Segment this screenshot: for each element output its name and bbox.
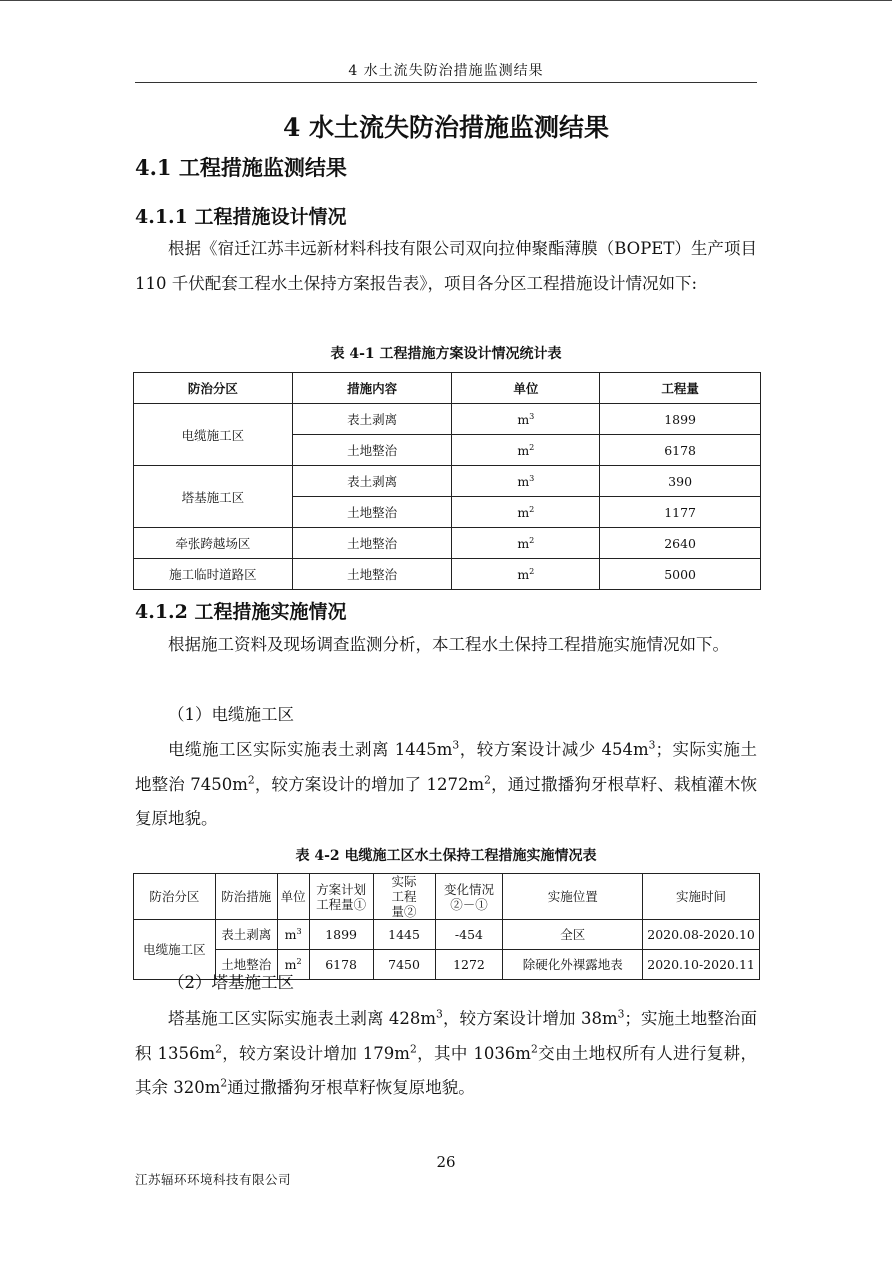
- subheading-tower-area: （2）塔基施工区: [168, 973, 294, 992]
- chapter-title: 4 水土流失防治措施监测结果: [282, 113, 610, 142]
- table2-header-plan: 方案计划工程量①: [309, 874, 373, 920]
- text-run: ，较方案设计增加 179m: [221, 1043, 410, 1063]
- unit-exponent: 3: [452, 738, 460, 752]
- table2-header-measure: 防治措施: [215, 874, 277, 920]
- text-run: 交由土地权所有人进行复耕，其余 320m: [135, 1043, 757, 1097]
- text-run: ，其中 1036m: [416, 1043, 531, 1063]
- table2-header-time: 实施时间: [643, 874, 760, 920]
- measure-cell: 土地整治: [215, 950, 277, 980]
- text-run: ，较方案设计增加 38m: [442, 1009, 618, 1028]
- unit-base: m: [517, 442, 530, 458]
- table1-header-zone: 防治分区: [134, 373, 293, 404]
- unit-cell: [452, 528, 600, 559]
- unit-exponent: 2: [484, 773, 491, 787]
- quantity-cell: 390: [600, 466, 761, 497]
- unit-exponent: 2: [529, 534, 535, 545]
- text-run: ；实际实施土地整治 7450m: [135, 740, 757, 794]
- unit-base: m: [517, 504, 530, 520]
- unit-cell: [452, 497, 600, 528]
- measure-cell: 表土剥离: [215, 920, 277, 950]
- table2-header-actual: 实际工程量②: [373, 874, 435, 920]
- table-row: [134, 559, 761, 590]
- table1-header-quantity: 工程量: [600, 373, 761, 404]
- table2-header-unit: 单位: [277, 874, 309, 920]
- unit-exponent: 3: [436, 1007, 443, 1021]
- table-row: [134, 466, 761, 497]
- section-heading-4-1-1: 4.1.1 工程措施设计情况: [135, 206, 347, 228]
- table2-header-change: 变化情况②－①: [435, 874, 503, 920]
- running-header: 4 水土流失防治措施监测结果: [348, 63, 544, 79]
- unit-cell: [277, 920, 309, 950]
- plan-cell: 6178: [309, 950, 373, 980]
- table-row: [134, 920, 760, 950]
- text-run: ，通过撒播狗牙根草籽、栽植灌木恢复原地貌。: [135, 774, 757, 828]
- measure-cell: 表土剥离: [292, 466, 452, 497]
- quantity-cell: 6178: [600, 435, 761, 466]
- unit-exponent: 2: [529, 441, 535, 452]
- unit-exponent: 2: [220, 1076, 228, 1090]
- subheading-cable-area: （1）电缆施工区: [168, 705, 294, 724]
- table-row: [134, 404, 761, 435]
- footer-company: 江苏辐环环境科技有限公司: [135, 1172, 292, 1187]
- measure-cell: 表土剥离: [292, 404, 452, 435]
- text-run: ，较方案设计的增加了 1272m: [254, 774, 485, 794]
- unit-base: m: [517, 473, 530, 489]
- change-cell: 1272: [435, 950, 503, 980]
- unit-cell: [452, 404, 600, 435]
- text-run: ；实施土地整治面积 1356m: [135, 1009, 758, 1063]
- paragraph-design: 根据《宿迁江苏丰远新材料科技有限公司双向拉伸聚酯薄膜（BOPET）生产项目 110 千伏配套工程水土保持方案报告表》，项目各分区工程措施设计情况如下:: [135, 239, 757, 293]
- zone-cell: 施工临时道路区: [134, 559, 293, 590]
- unit-base: m: [284, 927, 297, 942]
- paragraph-cable-area: [135, 733, 757, 837]
- table-cable-implementation: [133, 873, 760, 980]
- quantity-cell: 1899: [600, 404, 761, 435]
- measure-cell: 土地整治: [292, 497, 452, 528]
- section-heading-4-1: 4.1 工程措施监测结果: [135, 155, 347, 180]
- table1-header-unit: 单位: [452, 373, 600, 404]
- top-border: [0, 0, 892, 1]
- plan-cell: 1899: [309, 920, 373, 950]
- unit-exponent: 2: [409, 1042, 417, 1056]
- time-cell: 2020.08-2020.10: [643, 920, 760, 950]
- location-cell: 除硬化外裸露地表: [503, 950, 643, 980]
- measure-cell: 土地整治: [292, 559, 452, 590]
- unit-exponent: 3: [529, 410, 535, 421]
- paragraph-tower-area: [135, 1002, 757, 1106]
- unit-cell: [452, 435, 600, 466]
- table1-caption: 表 4-1 工程措施方案设计情况统计表: [330, 346, 562, 362]
- table2-caption: 表 4-2 电缆施工区水土保持工程措施实施情况表: [295, 848, 597, 864]
- text-run: 塔基施工区实际实施表土剥离 428m: [168, 1009, 437, 1028]
- location-cell: 全区: [503, 920, 643, 950]
- actual-cell: 1445: [373, 920, 435, 950]
- unit-exponent: 3: [296, 926, 302, 937]
- table-header-row: [134, 874, 760, 920]
- zone-cell: 牵张跨越场区: [134, 528, 293, 559]
- table1-header-measure: 措施内容: [292, 373, 452, 404]
- quantity-cell: 1177: [600, 497, 761, 528]
- paragraph-implementation: 根据施工资料及现场调查监测分析，本工程水土保持工程措施实施情况如下。: [168, 635, 729, 654]
- table-row: [134, 528, 761, 559]
- unit-cell: [452, 466, 600, 497]
- zone-cell: 电缆施工区: [134, 920, 216, 980]
- measure-cell: 土地整治: [292, 435, 452, 466]
- unit-cell: [452, 559, 600, 590]
- unit-exponent: 2: [215, 1042, 222, 1056]
- unit-base: m: [517, 535, 530, 551]
- table2-header-location: 实施位置: [503, 874, 643, 920]
- header-rule: [135, 82, 757, 83]
- table2-header-zone: 防治分区: [134, 874, 216, 920]
- text-run: 电缆施工区实际实施表土剥离 1445m: [168, 740, 453, 759]
- unit-base: m: [284, 957, 297, 972]
- time-cell: 2020.10-2020.11: [643, 950, 760, 980]
- unit-exponent: 2: [530, 1042, 538, 1056]
- unit-base: m: [517, 566, 530, 582]
- quantity-cell: 5000: [600, 559, 761, 590]
- text-run: 通过撒播狗牙根草籽恢复原地貌。: [227, 1078, 475, 1097]
- page-number: 26: [436, 1153, 456, 1171]
- unit-exponent: 2: [296, 956, 302, 967]
- unit-exponent: 3: [648, 738, 656, 752]
- measure-cell: 土地整治: [292, 528, 452, 559]
- table-design-measures: [133, 372, 761, 590]
- unit-exponent: 2: [529, 565, 535, 576]
- unit-exponent: 3: [617, 1007, 625, 1021]
- text-run: ，较方案设计减少 454m: [459, 740, 649, 759]
- zone-cell: 塔基施工区: [134, 466, 293, 528]
- unit-exponent: 2: [247, 773, 255, 787]
- change-cell: -454: [435, 920, 503, 950]
- unit-base: m: [517, 411, 530, 427]
- unit-exponent: 2: [529, 503, 535, 514]
- quantity-cell: 2640: [600, 528, 761, 559]
- section-heading-4-1-2: 4.1.2 工程措施实施情况: [135, 601, 347, 623]
- actual-cell: 7450: [373, 950, 435, 980]
- zone-cell: 电缆施工区: [134, 404, 293, 466]
- unit-exponent: 3: [529, 472, 535, 483]
